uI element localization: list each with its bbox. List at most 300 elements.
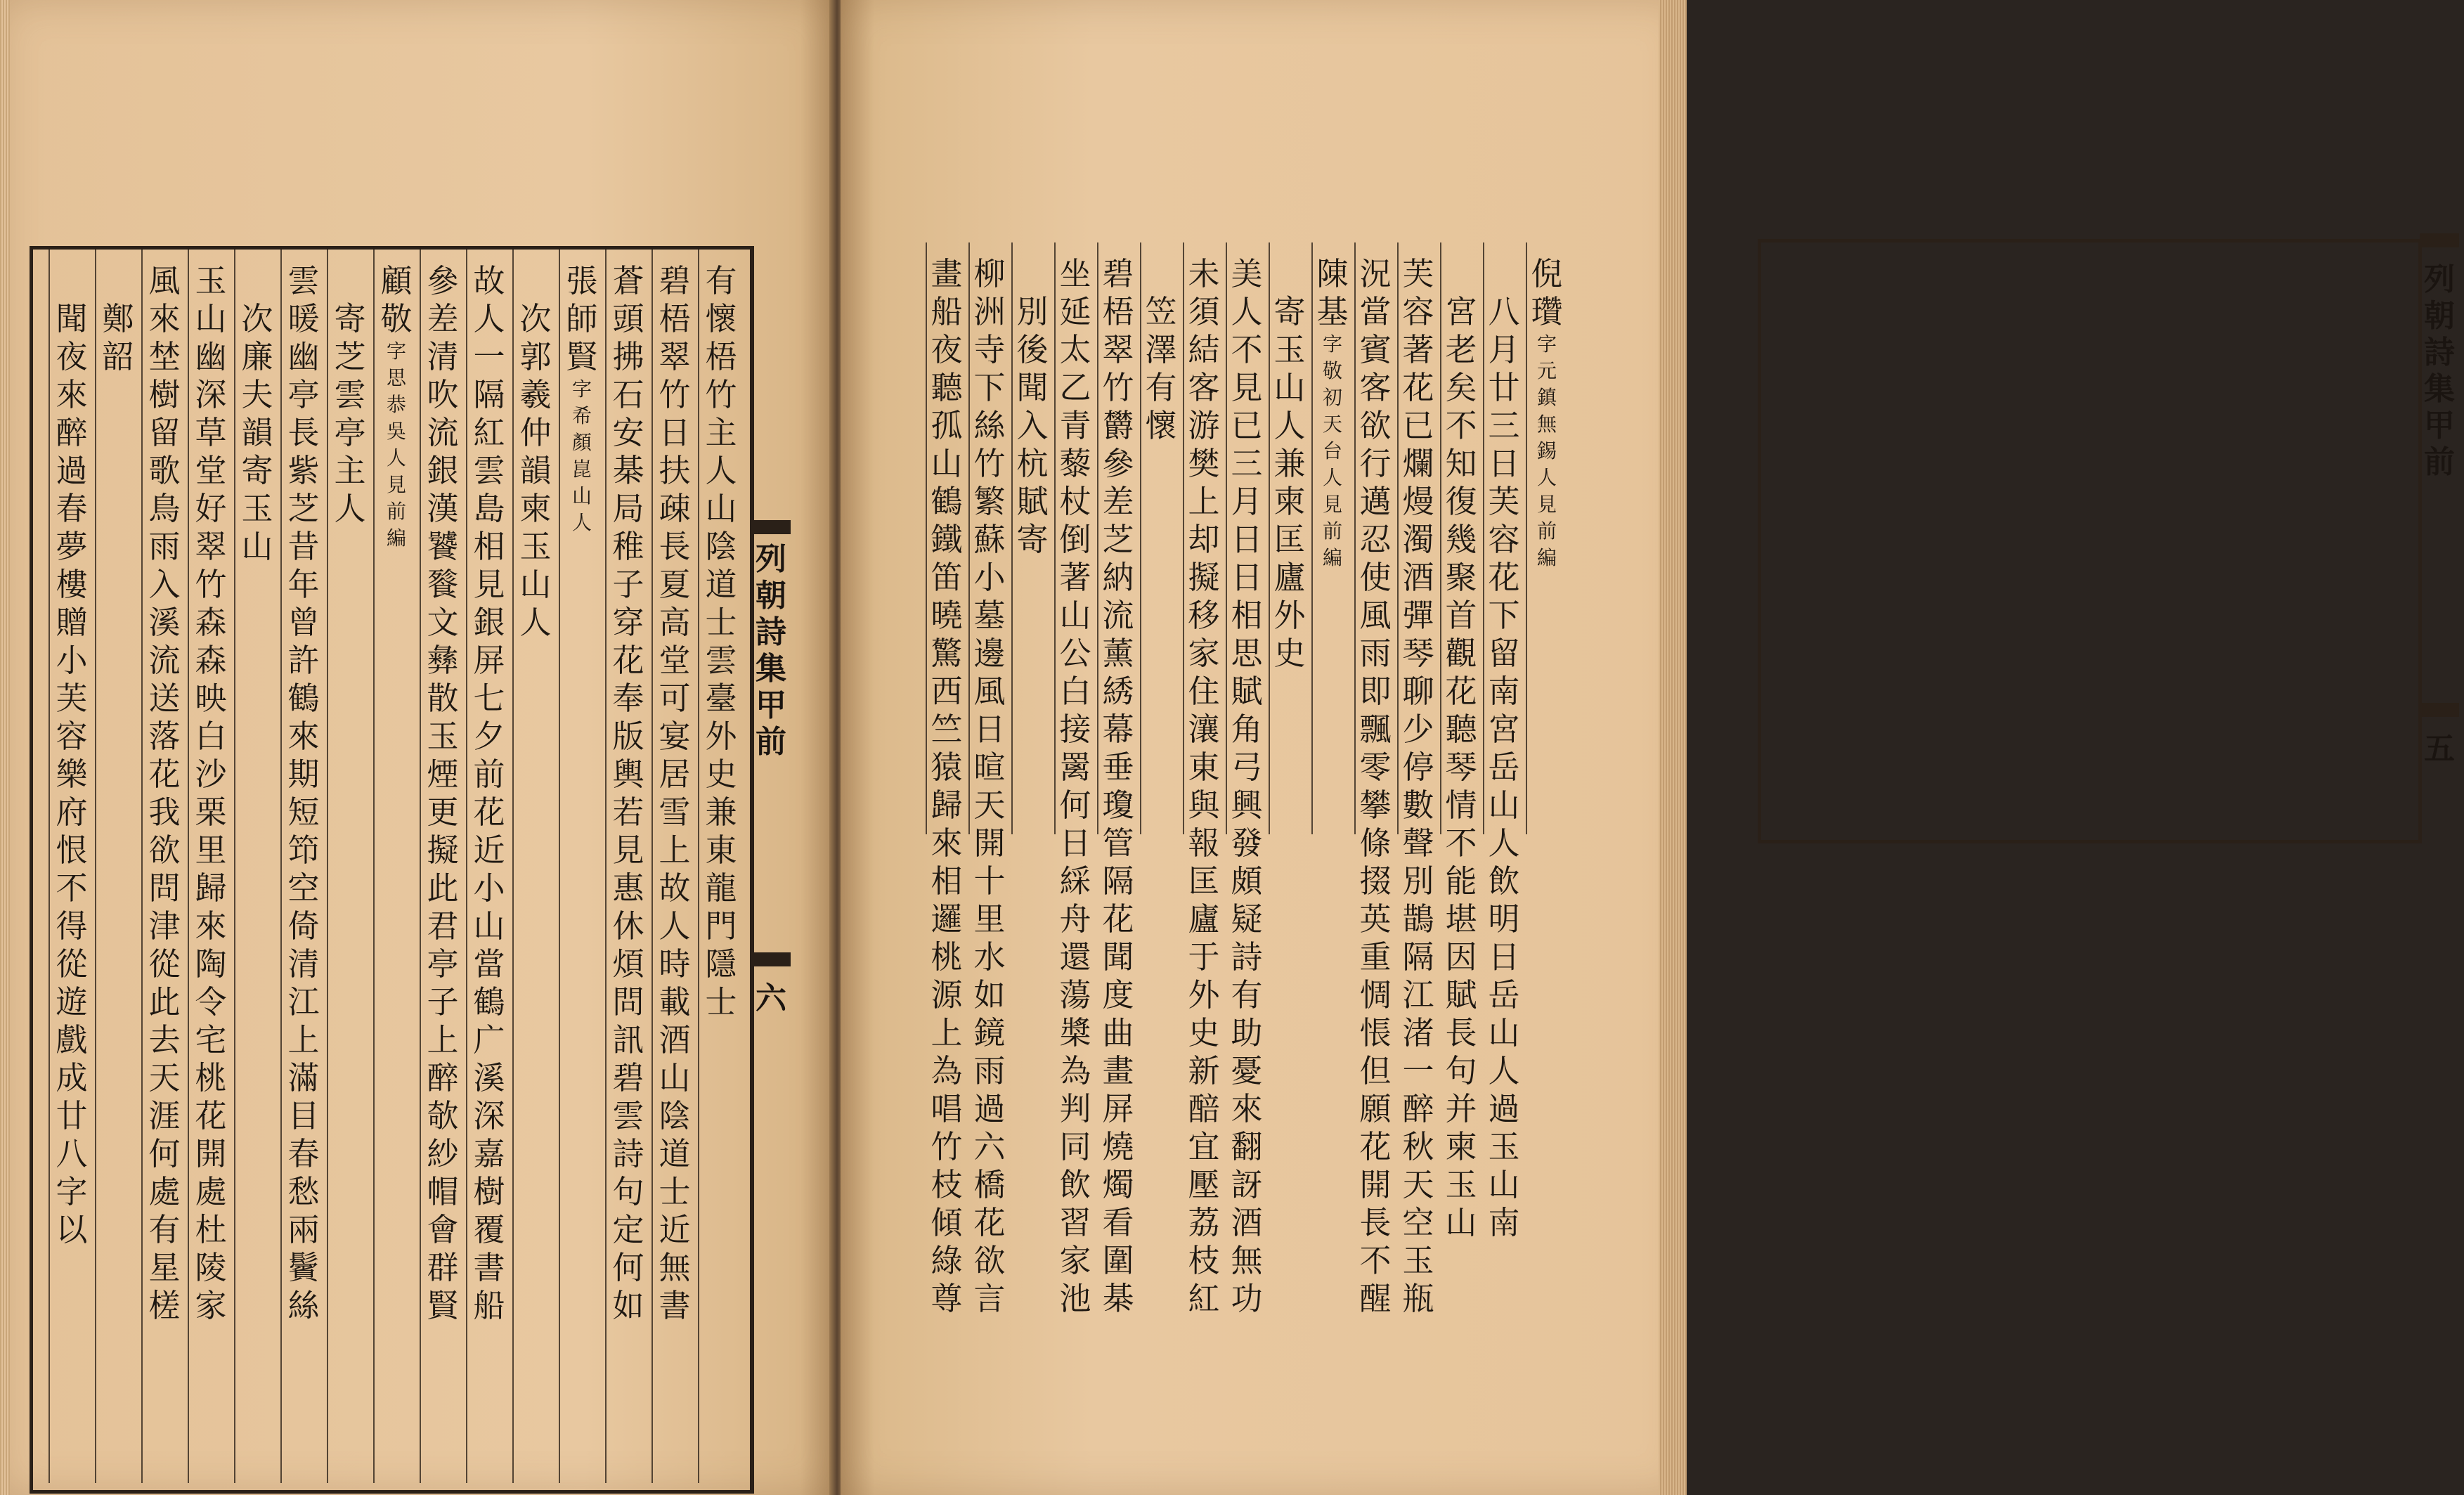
glyph: 埜 bbox=[148, 338, 181, 375]
glyph: 酒 bbox=[659, 1021, 691, 1059]
glyph: 惠 bbox=[612, 869, 644, 907]
banner-glyph: 集 bbox=[756, 651, 786, 687]
text-column bbox=[610, 262, 647, 1325]
glyph: 懷 bbox=[705, 300, 737, 337]
glyph: 來 bbox=[287, 718, 320, 755]
glyph: 堂 bbox=[195, 452, 227, 489]
glyph: 倒 bbox=[1059, 521, 1091, 558]
glyph: 恨 bbox=[56, 831, 88, 869]
glyph: 延 bbox=[1059, 293, 1091, 330]
glyph: 參 bbox=[427, 262, 459, 299]
glyph: 府 bbox=[56, 794, 88, 831]
column-rule bbox=[698, 250, 699, 1483]
glyph: 來 bbox=[56, 376, 88, 413]
glyph: 外 bbox=[705, 718, 737, 755]
glyph: 子 bbox=[427, 983, 459, 1021]
glyph: 花 bbox=[1445, 673, 1477, 710]
column-rule bbox=[141, 250, 143, 1483]
glyph: 韻 bbox=[519, 452, 552, 489]
glyph: 史 bbox=[1188, 1014, 1220, 1051]
text-column bbox=[928, 255, 965, 1318]
glyph: 岳 bbox=[1488, 976, 1520, 1014]
column-rule bbox=[48, 250, 50, 1483]
glyph: 如 bbox=[612, 1287, 644, 1324]
glyph: 曉 bbox=[931, 597, 963, 634]
glyph: 翠 bbox=[659, 338, 691, 375]
glyph: 當 bbox=[473, 945, 505, 983]
glyph: 聽 bbox=[931, 369, 963, 406]
glyph: 杖 bbox=[1059, 483, 1091, 520]
column-rule bbox=[605, 250, 607, 1483]
glyph: 澤 bbox=[1145, 331, 1177, 368]
glyph: 流 bbox=[1102, 597, 1134, 634]
glyph: 近 bbox=[473, 831, 505, 869]
glyph: 家 bbox=[195, 1287, 227, 1324]
text-column bbox=[1443, 293, 1479, 1242]
column-main-text bbox=[1314, 255, 1351, 331]
glyph: 韻 bbox=[241, 414, 273, 451]
text-column bbox=[1057, 255, 1094, 1318]
column-annotation bbox=[1533, 331, 1561, 571]
column-main-text bbox=[1014, 293, 1051, 559]
glyph: 雲 bbox=[287, 262, 320, 299]
glyph: 有 bbox=[1231, 976, 1263, 1014]
glyph: 思 bbox=[1231, 635, 1263, 672]
glyph: 上 bbox=[287, 1021, 320, 1059]
glyph: 燭 bbox=[1102, 1166, 1134, 1203]
banner-glyph: 朝 bbox=[2424, 298, 2455, 334]
glyph: 留 bbox=[1488, 635, 1520, 672]
glyph: 差 bbox=[427, 300, 459, 337]
glyph: 隔 bbox=[473, 376, 505, 413]
glyph: 上 bbox=[427, 1021, 459, 1059]
glyph: 兼 bbox=[705, 794, 737, 831]
glyph: 紫 bbox=[287, 452, 320, 489]
glyph: 文 bbox=[427, 604, 459, 641]
glyph: 故 bbox=[473, 262, 505, 299]
banner-glyph: 詩 bbox=[2424, 335, 2455, 370]
glyph: 過 bbox=[56, 452, 88, 489]
glyph: 銀 bbox=[427, 452, 459, 489]
glyph: 輿 bbox=[612, 756, 644, 793]
glyph: 十 bbox=[973, 862, 1006, 900]
glyph: 賦 bbox=[1231, 673, 1263, 710]
glyph: 別 bbox=[1402, 862, 1434, 900]
glyph: 驚 bbox=[931, 635, 963, 672]
glyph: 問 bbox=[612, 983, 644, 1021]
glyph: 疎 bbox=[659, 490, 691, 527]
glyph: 廬 bbox=[1273, 559, 1306, 596]
glyph: 前 bbox=[1322, 519, 1342, 543]
glyph: 稚 bbox=[612, 528, 644, 565]
glyph: 小 bbox=[973, 559, 1006, 596]
glyph: 住 bbox=[1188, 673, 1220, 710]
glyph: 編 bbox=[1322, 546, 1342, 569]
glyph: 䍠 bbox=[1059, 749, 1091, 786]
banner-glyph: 五 bbox=[2424, 731, 2455, 767]
glyph: 鶴 bbox=[931, 483, 963, 520]
glyph: 帽 bbox=[427, 1173, 459, 1210]
glyph: 欲 bbox=[148, 831, 181, 869]
glyph: 廬 bbox=[1188, 900, 1220, 938]
glyph: 玉 bbox=[1488, 1128, 1520, 1165]
glyph: 年 bbox=[287, 566, 320, 603]
glyph: 目 bbox=[287, 1097, 320, 1134]
glyph: 發 bbox=[1231, 824, 1263, 862]
glyph: 却 bbox=[1188, 521, 1220, 558]
fold-mark-top bbox=[2420, 233, 2459, 247]
glyph: 暄 bbox=[973, 749, 1006, 786]
column-main-text bbox=[928, 255, 965, 1318]
glyph: 開 bbox=[195, 1135, 227, 1172]
glyph: 秋 bbox=[1402, 1128, 1434, 1165]
glyph: 士 bbox=[705, 983, 737, 1021]
glyph: 鬢 bbox=[287, 1249, 320, 1286]
glyph: 玉 bbox=[519, 528, 552, 565]
glyph: 熳 bbox=[1402, 483, 1434, 520]
text-column bbox=[100, 300, 136, 376]
glyph: 好 bbox=[195, 490, 227, 527]
glyph: 聞 bbox=[56, 300, 88, 337]
glyph: 瀼 bbox=[1188, 711, 1220, 748]
glyph: 助 bbox=[1231, 1014, 1263, 1051]
column-main-text bbox=[1400, 255, 1437, 1318]
glyph: 老 bbox=[1445, 331, 1477, 368]
glyph: 字 bbox=[1536, 332, 1557, 356]
glyph: 子 bbox=[612, 566, 644, 603]
glyph: 次 bbox=[519, 300, 552, 337]
glyph: 相 bbox=[473, 528, 505, 565]
glyph: 短 bbox=[287, 794, 320, 831]
text-column bbox=[285, 262, 322, 1325]
glyph: 令 bbox=[195, 983, 227, 1021]
glyph: 涯 bbox=[148, 1097, 181, 1134]
glyph: 綠 bbox=[931, 1242, 963, 1279]
glyph: 納 bbox=[1102, 559, 1134, 596]
glyph: 結 bbox=[1188, 331, 1220, 368]
glyph: 不 bbox=[1231, 331, 1263, 368]
column-main-text bbox=[193, 262, 229, 1325]
glyph: 天 bbox=[148, 1059, 181, 1096]
glyph: 玉 bbox=[195, 262, 227, 299]
glyph: 士 bbox=[705, 604, 737, 641]
glyph: 欹 bbox=[427, 1097, 459, 1134]
glyph: 行 bbox=[1359, 445, 1392, 482]
glyph: 不 bbox=[1359, 1242, 1392, 1279]
glyph: 亭 bbox=[427, 945, 459, 983]
glyph: 訊 bbox=[612, 1021, 644, 1059]
glyph: 竹 bbox=[931, 1128, 963, 1165]
glyph: 空 bbox=[1402, 1204, 1434, 1241]
glyph: 送 bbox=[148, 680, 181, 717]
glyph: 三 bbox=[1488, 407, 1520, 444]
glyph: 深 bbox=[473, 1097, 505, 1134]
glyph: 里 bbox=[973, 900, 1006, 938]
glyph: 見 bbox=[1322, 493, 1342, 516]
glyph: 後 bbox=[1016, 331, 1049, 368]
glyph: 蒼 bbox=[612, 262, 644, 299]
glyph: 與 bbox=[1188, 787, 1220, 824]
glyph: 竹 bbox=[195, 566, 227, 603]
glyph: 芝 bbox=[334, 338, 366, 375]
banner-glyph: 集 bbox=[2424, 371, 2455, 407]
glyph: 見 bbox=[1536, 493, 1557, 516]
glyph: 夜 bbox=[931, 331, 963, 368]
glyph: 南 bbox=[1488, 673, 1520, 710]
glyph: 宅 bbox=[195, 1021, 227, 1059]
glyph: 天 bbox=[973, 787, 1006, 824]
glyph: 隱 bbox=[705, 945, 737, 983]
glyph: 山 bbox=[705, 490, 737, 527]
glyph: 栗 bbox=[195, 794, 227, 831]
glyph: 著 bbox=[1402, 331, 1434, 368]
glyph: 興 bbox=[1231, 787, 1263, 824]
glyph: 惆 bbox=[1359, 976, 1392, 1014]
glyph: 沙 bbox=[195, 756, 227, 793]
glyph: 來 bbox=[1231, 1090, 1263, 1127]
glyph: 入 bbox=[1016, 407, 1049, 444]
glyph: 人 bbox=[1536, 466, 1557, 489]
column-rule bbox=[1183, 242, 1184, 834]
glyph: 若 bbox=[612, 794, 644, 831]
glyph: 顧 bbox=[380, 262, 413, 299]
glyph: 紗 bbox=[427, 1135, 459, 1172]
glyph: 山 bbox=[1445, 1204, 1477, 1241]
glyph: 從 bbox=[148, 945, 181, 983]
text-column bbox=[564, 262, 600, 536]
glyph: 飄 bbox=[1359, 711, 1392, 748]
glyph: 廿 bbox=[56, 1097, 88, 1134]
glyph: 江 bbox=[1402, 976, 1434, 1014]
glyph: 前 bbox=[386, 500, 406, 523]
glyph: 竺 bbox=[931, 711, 963, 748]
glyph: 荔 bbox=[1188, 1204, 1220, 1241]
glyph: 匡 bbox=[1273, 521, 1306, 558]
glyph: 猿 bbox=[931, 749, 963, 786]
column-main-text bbox=[971, 255, 1008, 1318]
glyph: 花 bbox=[1402, 369, 1434, 406]
glyph: 會 bbox=[427, 1211, 459, 1248]
glyph: 鐵 bbox=[931, 521, 963, 558]
glyph: 芙 bbox=[1402, 255, 1434, 292]
glyph: 有 bbox=[148, 1211, 181, 1248]
glyph: 岳 bbox=[1488, 749, 1520, 786]
glyph: 過 bbox=[973, 1090, 1006, 1127]
glyph: 芙 bbox=[56, 680, 88, 717]
glyph: 山 bbox=[571, 484, 592, 507]
glyph: 醅 bbox=[1188, 1090, 1220, 1127]
glyph: 天 bbox=[1402, 1166, 1434, 1203]
glyph: 源 bbox=[931, 976, 963, 1014]
glyph: 參 bbox=[1102, 445, 1134, 482]
glyph: 歸 bbox=[931, 787, 963, 824]
glyph: 欲 bbox=[973, 1242, 1006, 1279]
glyph: 許 bbox=[287, 642, 320, 679]
glyph: 知 bbox=[1445, 445, 1477, 482]
glyph: 煩 bbox=[612, 945, 644, 983]
glyph: 安 bbox=[612, 414, 644, 451]
glyph: 瓊 bbox=[1102, 787, 1134, 824]
glyph: 攀 bbox=[1359, 787, 1392, 824]
glyph: 期 bbox=[287, 756, 320, 793]
glyph: 外 bbox=[1188, 976, 1220, 1014]
glyph: 上 bbox=[931, 1014, 963, 1051]
glyph: 小 bbox=[473, 869, 505, 907]
right-banner-strip bbox=[2415, 239, 2464, 843]
glyph: 錫 bbox=[1536, 439, 1557, 462]
glyph: 入 bbox=[148, 566, 181, 603]
glyph: 何 bbox=[612, 1249, 644, 1286]
glyph: 匡 bbox=[1188, 862, 1220, 900]
glyph: 能 bbox=[1445, 862, 1477, 900]
fold-mark-top bbox=[751, 520, 791, 534]
column-main-text bbox=[1357, 255, 1394, 1318]
glyph: 昔 bbox=[287, 528, 320, 565]
glyph: 翠 bbox=[1102, 331, 1134, 368]
glyph: 書 bbox=[473, 1249, 505, 1286]
glyph: 隔 bbox=[1402, 938, 1434, 976]
glyph: 花 bbox=[473, 794, 505, 831]
glyph: 恭 bbox=[386, 393, 406, 416]
column-rule bbox=[1140, 242, 1141, 834]
glyph: 故 bbox=[659, 869, 691, 907]
glyph: 流 bbox=[427, 414, 459, 451]
glyph: 為 bbox=[931, 1052, 963, 1089]
column-main-text bbox=[610, 262, 647, 1325]
glyph: 賢 bbox=[566, 338, 598, 375]
glyph: 長 bbox=[659, 528, 691, 565]
glyph: 月 bbox=[1231, 483, 1263, 520]
glyph: 欝 bbox=[1102, 407, 1134, 444]
glyph: 壓 bbox=[1188, 1166, 1220, 1203]
glyph: 長 bbox=[1445, 1014, 1477, 1051]
glyph: 笻 bbox=[287, 831, 320, 869]
glyph: 習 bbox=[1059, 1204, 1091, 1241]
glyph: 著 bbox=[1059, 559, 1091, 596]
column-rule bbox=[1226, 242, 1227, 834]
glyph: 絲 bbox=[287, 1287, 320, 1324]
glyph: 月 bbox=[1488, 331, 1520, 368]
glyph: 雨 bbox=[1359, 635, 1392, 672]
glyph: 棊 bbox=[612, 452, 644, 489]
glyph: 英 bbox=[1359, 900, 1392, 938]
glyph: 疑 bbox=[1231, 900, 1263, 938]
glyph: 得 bbox=[56, 907, 88, 945]
glyph: 吹 bbox=[427, 376, 459, 413]
glyph: 里 bbox=[195, 831, 227, 869]
column-main-text bbox=[424, 262, 461, 1325]
glyph: 舟 bbox=[1059, 900, 1091, 938]
glyph: 鏡 bbox=[973, 1014, 1006, 1051]
glyph: 無 bbox=[659, 1249, 691, 1286]
glyph: 處 bbox=[148, 1173, 181, 1210]
glyph: 須 bbox=[1188, 293, 1220, 330]
glyph: 枝 bbox=[1188, 1242, 1220, 1279]
glyph: 鵲 bbox=[1402, 900, 1434, 938]
glyph: 廉 bbox=[241, 338, 273, 375]
glyph: 山 bbox=[1488, 787, 1520, 824]
glyph: 載 bbox=[659, 983, 691, 1021]
glyph: 成 bbox=[56, 1059, 88, 1096]
glyph: 屏 bbox=[1102, 1090, 1134, 1127]
glyph: 廿 bbox=[1488, 369, 1520, 406]
glyph: 饕 bbox=[427, 528, 459, 565]
glyph: 樊 bbox=[1188, 445, 1220, 482]
glyph: 倪 bbox=[1531, 255, 1563, 292]
column-main-text bbox=[1057, 255, 1094, 1318]
glyph: 煙 bbox=[427, 756, 459, 793]
glyph: 醒 bbox=[1359, 1280, 1392, 1317]
glyph: 扶 bbox=[659, 452, 691, 489]
glyph: 雲 bbox=[473, 452, 505, 489]
glyph: 花 bbox=[1102, 900, 1134, 938]
text-column bbox=[1100, 255, 1136, 1318]
glyph: 蘇 bbox=[973, 521, 1006, 558]
glyph: 雲 bbox=[612, 1097, 644, 1134]
glyph: 家 bbox=[1059, 1242, 1091, 1279]
glyph: 映 bbox=[195, 680, 227, 717]
glyph: 賦 bbox=[1016, 483, 1049, 520]
glyph: 台 bbox=[1322, 439, 1342, 462]
glyph: 畫 bbox=[1102, 1052, 1134, 1089]
glyph: 亭 bbox=[334, 414, 366, 451]
glyph: 處 bbox=[195, 1173, 227, 1210]
glyph: 開 bbox=[973, 824, 1006, 862]
glyph: 竹 bbox=[705, 376, 737, 413]
glyph: 前 bbox=[1536, 519, 1557, 543]
text-column bbox=[424, 262, 461, 1325]
text-column bbox=[193, 262, 229, 1325]
glyph: 乙 bbox=[1059, 369, 1091, 406]
glyph: 溪 bbox=[473, 1059, 505, 1096]
glyph: 陳 bbox=[1316, 255, 1349, 292]
glyph: 寄 bbox=[1016, 521, 1049, 558]
glyph: 日 bbox=[1488, 938, 1520, 976]
glyph: 竹 bbox=[659, 376, 691, 413]
glyph: 風 bbox=[973, 673, 1006, 710]
glyph: 槎 bbox=[148, 1287, 181, 1324]
glyph: 幕 bbox=[1102, 711, 1134, 748]
glyph: 雲 bbox=[705, 642, 737, 679]
glyph: 聊 bbox=[1402, 673, 1434, 710]
glyph: 玉 bbox=[241, 490, 273, 527]
glyph: 翠 bbox=[195, 528, 227, 565]
glyph: 洲 bbox=[973, 293, 1006, 330]
banner-glyph: 前 bbox=[756, 724, 786, 760]
glyph: 長 bbox=[287, 414, 320, 451]
glyph: 翻 bbox=[1231, 1128, 1263, 1165]
glyph: 津 bbox=[148, 907, 181, 945]
glyph: 情 bbox=[1445, 787, 1477, 824]
glyph: 敬 bbox=[380, 300, 413, 337]
glyph: 嘉 bbox=[473, 1135, 505, 1172]
glyph: 近 bbox=[659, 1211, 691, 1248]
glyph: 陰 bbox=[659, 1097, 691, 1134]
banner-glyph: 六 bbox=[756, 981, 786, 1016]
glyph: 清 bbox=[287, 945, 320, 983]
glyph: 藜 bbox=[1059, 445, 1091, 482]
glyph: 山 bbox=[241, 528, 273, 565]
glyph: 碧 bbox=[612, 1059, 644, 1096]
glyph: 日 bbox=[1488, 445, 1520, 482]
glyph: 醉 bbox=[427, 1059, 459, 1096]
glyph: 彈 bbox=[1402, 597, 1434, 634]
column-rule bbox=[1269, 242, 1270, 834]
glyph: 人 bbox=[1273, 407, 1306, 444]
glyph: 賢 bbox=[427, 1287, 459, 1324]
glyph: 流 bbox=[148, 642, 181, 679]
glyph: 士 bbox=[659, 1173, 691, 1210]
